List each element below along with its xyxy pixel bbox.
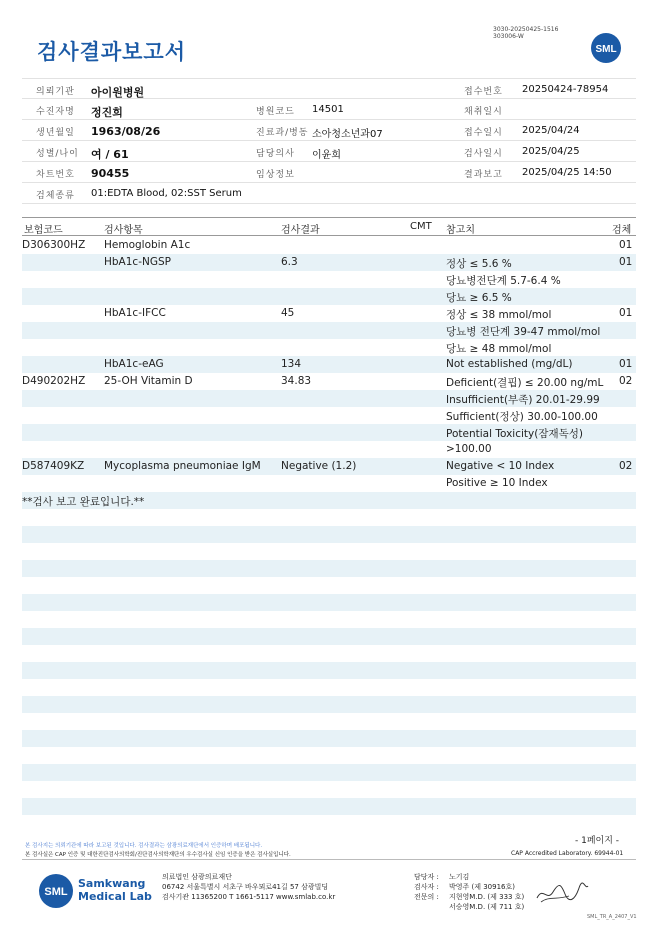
table-row	[22, 237, 655, 254]
row-stripe	[22, 730, 636, 747]
svg-text:SML: SML	[44, 886, 68, 898]
row-stripe	[22, 560, 636, 577]
doctor-label: 담당의사	[256, 149, 295, 159]
row-stripe	[22, 628, 636, 645]
row-stripe	[22, 781, 636, 798]
header-result: 검사결과	[281, 225, 320, 236]
brand-name: Samkwang Medical Lab	[78, 877, 152, 903]
cell-result: Negative (1.2)	[281, 460, 357, 472]
report-title: 검사결과보고서	[37, 40, 187, 64]
patient-label: 수진자명	[36, 107, 75, 117]
row-stripe	[22, 594, 636, 611]
table-row	[22, 322, 655, 339]
row-stripe	[22, 611, 636, 628]
row-stripe	[22, 679, 636, 696]
cell-code: D306300HZ	[22, 239, 86, 251]
row-stripe	[22, 543, 636, 560]
svg-text:SML: SML	[595, 44, 617, 55]
row-stripe	[22, 747, 636, 764]
sml-logo-icon	[590, 32, 622, 64]
cell-ref: 당뇨 ≥ 6.5 %	[446, 292, 512, 304]
dept-label: 진료과/병동	[256, 128, 309, 138]
cell-spec: 01	[619, 358, 633, 370]
cell-item: HbA1c-eAG	[104, 358, 164, 370]
row-stripe	[22, 662, 636, 679]
specimen-value: 01:EDTA Blood, 02:SST Serum	[91, 188, 242, 199]
cell-result: 34.83	[281, 375, 312, 387]
cell-ref: >100.00	[446, 443, 492, 455]
hosp-code-label: 병원코드	[256, 107, 295, 117]
table-row	[22, 492, 655, 509]
form-version: SML_TR_A_2407_V1	[587, 914, 637, 920]
row-stripe	[22, 526, 636, 543]
collect-date-label: 채취일시	[464, 107, 503, 117]
cell-result: 45	[281, 307, 295, 319]
receipt-date-value: 2025/04/24	[522, 125, 580, 136]
cap-accreditation: CAP Accredited Laboratory. 69944-01	[511, 850, 624, 857]
receipt-no-value: 20250424-78954	[522, 84, 609, 95]
info-row	[22, 120, 636, 141]
cell-ref: Not established (mg/dL)	[446, 358, 573, 370]
hosp-code-value: 14501	[312, 104, 344, 115]
header-specimen: 검체	[612, 225, 632, 236]
table-row	[22, 390, 655, 407]
row-stripe	[22, 577, 636, 594]
results-rows	[22, 237, 655, 509]
lab-address: 06742 서울특별시 서초구 바우뫼로41길 57 삼광빌딩	[162, 883, 329, 891]
table-row	[22, 458, 655, 475]
patient-value: 정진희	[91, 106, 123, 119]
cell-spec: 01	[619, 256, 633, 268]
header-cmt: CMT	[410, 221, 432, 232]
info-row	[22, 78, 636, 99]
cell-ref: Potential Toxicity(잠재독성)	[446, 428, 583, 440]
doctor-value: 이윤희	[312, 150, 341, 161]
cell-item: Hemoglobin A1c	[104, 239, 191, 251]
cell-item: 25-OH Vitamin D	[104, 375, 193, 387]
report-date-label: 결과보고	[464, 170, 503, 180]
sex-age-value: 여 / 61	[91, 148, 129, 161]
dept-value: 소아청소년과07	[312, 129, 383, 140]
lab-contact: 검사기관 11365200 T 1661-5117 www.smlab.co.kr	[162, 893, 336, 901]
table-row	[22, 271, 655, 288]
info-row	[22, 141, 636, 162]
page-number: - 1페이지 -	[575, 836, 620, 846]
cell-item: HbA1c-IFCC	[104, 307, 166, 319]
cell-spec: 01	[619, 239, 633, 251]
header-item: 검사항목	[104, 225, 143, 236]
chart-no-label: 차트번호	[36, 170, 75, 180]
cell-ref: Negative < 10 Index	[446, 460, 555, 472]
table-row	[22, 424, 655, 441]
cell-ref: 정상 ≤ 5.6 %	[446, 258, 512, 270]
cell-result: 134	[281, 358, 302, 370]
row-stripe	[22, 509, 636, 526]
row-stripe	[22, 764, 636, 781]
document-id: 3030-20250425-1516 303006-W	[493, 26, 559, 40]
info-row	[22, 99, 636, 120]
footer-divider	[22, 859, 636, 860]
table-row	[22, 356, 655, 373]
cell-spec: 02	[619, 375, 633, 387]
chart-no-value: 90455	[91, 167, 130, 180]
test-date-label: 검사일시	[464, 149, 503, 159]
lab-name: 의료법인 삼광의료재단	[162, 873, 232, 881]
cell-result: 6.3	[281, 256, 298, 268]
hospital-label: 의뢰기관	[36, 87, 75, 97]
cell-ref: 당뇨병전단계 5.7-6.4 %	[446, 275, 561, 287]
cell-code: **검사 보고 완료입니다.**	[22, 496, 145, 508]
cell-ref: Insufficient(부족) 20.01-29.99	[446, 394, 600, 406]
table-row	[22, 288, 655, 305]
table-row	[22, 441, 655, 458]
cell-ref: 당뇨병 전단계 39-47 mmol/mol	[446, 326, 601, 338]
cell-code: D587409KZ	[22, 460, 85, 472]
report-date-value: 2025/04/25 14:50	[522, 167, 612, 178]
lab-info	[162, 872, 335, 902]
footer-note-cap: 본 검사실은 CAP 인증 및 대한진단검사의학회/진단검사의학재단의 우수검사실 신임 인증을 받은 검사실입니다.	[25, 852, 291, 858]
dob-value: 1963/08/26	[91, 125, 161, 138]
cell-ref: Sufficient(정상) 30.00-100.00	[446, 411, 598, 423]
receipt-date-label: 접수일시	[464, 128, 503, 138]
row-stripe	[22, 713, 636, 730]
specimen-label: 검체종류	[36, 191, 75, 201]
row-stripe	[22, 696, 636, 713]
results-table-header	[22, 217, 636, 236]
receipt-no-label: 접수번호	[464, 87, 503, 97]
hospital-value: 아이원병원	[91, 86, 145, 99]
table-row	[22, 407, 655, 424]
table-row	[22, 373, 655, 390]
cell-ref: 정상 ≤ 38 mmol/mol	[446, 309, 552, 321]
cell-spec: 01	[619, 307, 633, 319]
sex-age-label: 성별/나이	[36, 149, 79, 159]
test-date-value: 2025/04/25	[522, 146, 580, 157]
table-row	[22, 475, 655, 492]
clinical-label: 임상정보	[256, 170, 295, 180]
row-stripe	[22, 798, 636, 815]
cell-ref: Deficient(결핍) ≤ 20.00 ng/mL	[446, 377, 604, 389]
header-ref: 참고치	[446, 225, 475, 236]
header-code: 보험코드	[24, 225, 63, 236]
cell-item: Mycoplasma pneumoniae IgM	[104, 460, 261, 472]
table-row	[22, 339, 655, 356]
cell-code: D490202HZ	[22, 375, 86, 387]
patient-info-table	[22, 78, 636, 204]
info-row	[22, 183, 636, 204]
cell-spec: 02	[619, 460, 633, 472]
row-stripe	[22, 645, 636, 662]
signature-icon	[535, 880, 590, 906]
dob-label: 생년월일	[36, 128, 75, 138]
cell-ref: Positive ≥ 10 Index	[446, 477, 548, 489]
table-row	[22, 305, 655, 322]
footer-note-blue: 본 검사지는 의뢰기관에 따라 보고된 것입니다. 검사결과는 삼광의료재단에서 인증하며 배포됩니다.	[25, 843, 263, 849]
table-row	[22, 254, 655, 271]
info-row	[22, 162, 636, 183]
cell-ref: 당뇨 ≥ 48 mmol/mol	[446, 343, 552, 355]
cell-item: HbA1c-NGSP	[104, 256, 171, 268]
